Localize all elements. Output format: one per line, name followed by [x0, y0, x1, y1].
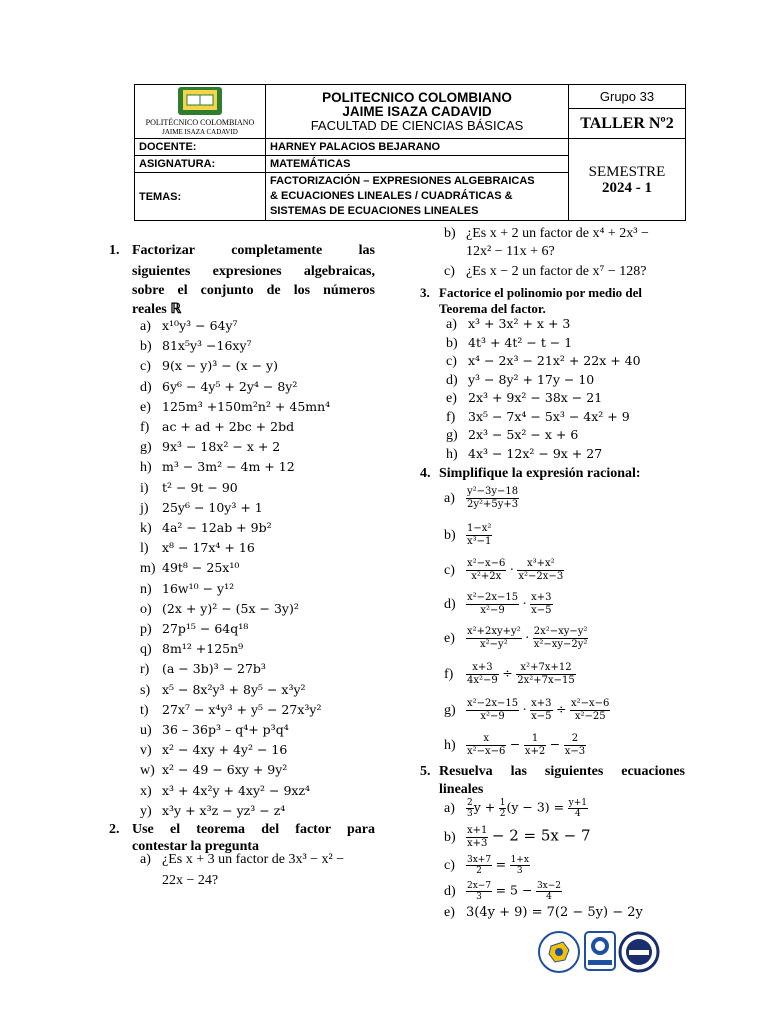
group-label: Grupo 33: [569, 85, 686, 109]
q1-item-letter: f): [140, 420, 150, 435]
q1-item: [140, 581, 234, 598]
q1-item-expression: x³ + 4x²y + 4xy² − 9xz⁴: [162, 782, 311, 798]
certification-logos: [537, 928, 661, 978]
semestre-cell: [569, 139, 686, 221]
q4-item-d: d) $\frac{\text{x²−2x−15}}{\text{x²−9}}$ · $\frac{x+3}{x-5}$: [444, 592, 552, 616]
q3-item-expression: 3x⁵ − 7x⁴ − 5x³ − 4x² + 9: [468, 408, 630, 424]
temas-line-3: SISTEMAS DE ECUACIONES LINEALES: [270, 205, 479, 217]
q3-item-expression: 4x³ − 12x² − 9x + 27: [468, 445, 603, 461]
q1-item-letter: q): [140, 642, 152, 658]
q1-item-expression: 25y⁶ − 10y³ + 1: [162, 499, 263, 515]
q5-title-2: lineales: [439, 782, 484, 797]
header-table: [134, 84, 686, 221]
q1-item: [140, 803, 285, 820]
q1-item-expression: x¹⁰y³ − 64y⁷: [162, 318, 238, 333]
q5-item-e: e) 3(4y + 9) = 7(2 − 5y) − 2y: [444, 905, 643, 920]
q1-item-expression: x² − 49 − 6xy + 9y²: [162, 762, 288, 778]
q1-item-expression: 8m¹² +125n⁹: [162, 641, 244, 657]
semestre-value: 2024 - 1: [602, 179, 652, 196]
q2-title-1: Use el teorema del factor para: [132, 822, 375, 837]
q3-item-letter: c): [446, 354, 457, 369]
q1-item-expression: 125m³ +150m²n² + 45mn⁴: [162, 398, 331, 414]
q1-item: [140, 399, 330, 416]
taller-title: TALLER Nº2: [569, 109, 686, 139]
q1-item: [140, 742, 287, 759]
q3-item: [446, 335, 572, 352]
q1-item-letter: t): [140, 702, 149, 718]
q4-item-e: e) $\frac{\text{x²+2xy+y²}}{\text{x²−y²}}$ · $\frac{\text{2x²−xy−y²}}{\text{x²−xy−2y²}}$: [444, 626, 588, 650]
q1-item-expression: x⁵ − 8x²y³ + 8y⁵ − x³y²: [162, 681, 306, 697]
q3-item-letter: b): [446, 335, 458, 351]
q1-item-expression: 27p¹⁵ − 64q¹⁸: [162, 621, 249, 636]
q3-title-1: Factorice el polinomio por medio del: [439, 285, 643, 300]
q3-number: 3.: [420, 285, 430, 300]
q1-item-expression: 49t⁸ − 25x¹⁰: [162, 560, 240, 576]
iqnet-icon: [620, 933, 658, 971]
q3-item: [446, 409, 630, 426]
docente-value: HARNEY PALACIOS BEJARANO: [266, 139, 569, 156]
q2-item-b: b) ¿Es x + 2 un factor de x⁴ + 2x³ −: [444, 226, 649, 241]
q4-item-h: h) $\frac{x}{\text{x²−x−6}}$ − $\frac{1}{x+2}$ − $\frac{2}{x-3}$: [444, 733, 586, 757]
q1-item-letter: c): [140, 359, 151, 375]
q3-item-expression: 2x³ − 5x² − x + 6: [468, 427, 579, 442]
q2-item-c: c) ¿Es x − 2 un factor de x⁷ − 128?: [444, 264, 647, 279]
q1-number: 1.: [109, 243, 120, 258]
q3-item-letter: f): [446, 409, 456, 425]
q5-item-a: a) $\frac{2}{3}$ y + $\frac{1}{2}$ (y − 3) = $\frac{y+1}{4}$: [444, 798, 587, 819]
q5-item-b: b) $\frac{x+1}{x+3}$ − 2 = 5x − 7: [444, 825, 591, 849]
q1-item-letter: b): [140, 339, 152, 355]
q1-item: [140, 358, 278, 375]
q1-item-letter: y): [140, 803, 152, 819]
q1-title-3: sobre el conjunto de los números: [132, 283, 375, 298]
q3-item-letter: g): [446, 428, 458, 443]
q1-item-letter: r): [140, 662, 150, 678]
q3-item: [446, 316, 570, 333]
q5-number: 5.: [420, 764, 431, 779]
docente-label: DOCENTE:: [135, 139, 266, 156]
q5-item-c: c) $\frac{3x+7}{2}$ = $\frac{1+x}{3}$: [444, 855, 529, 876]
q1-item-letter: u): [140, 723, 152, 738]
q1-item-letter: w): [140, 763, 155, 779]
q1-item-letter: k): [140, 521, 152, 536]
q1-item: [140, 682, 306, 699]
quality-seal-icon: [539, 932, 579, 972]
q1-item: [140, 722, 289, 739]
q1-item-expression: 36 – 36p³ – q⁴+ p³q⁴: [162, 722, 289, 737]
q3-item: [446, 353, 641, 370]
institution-subname: JAIME ISAZA CADAVID: [342, 103, 492, 119]
q3-item: [446, 390, 602, 407]
temas-value: [266, 173, 569, 221]
q1-item-letter: x): [140, 783, 152, 799]
q1-item-letter: n): [140, 581, 152, 597]
q1-item-letter: m): [140, 561, 156, 577]
q4-item-c: c) $\frac{\text{x²−x−6}}{\text{x²+2x}}$ · $\frac{\text{x³+x²}}{\text{x²−2x−3}}$: [444, 558, 564, 582]
q1-item-expression: 9(x − y)³ − (x − y): [162, 358, 278, 374]
q5-item-d: d) $\frac{2x-7}{3}$ = 5 − $\frac{3x-2}{4}$: [444, 881, 562, 902]
q3-item-letter: a): [446, 317, 457, 332]
q1-item-letter: p): [140, 622, 152, 637]
q1-item: [140, 540, 255, 557]
q1-title-4: reales ℝ: [132, 302, 182, 317]
q4-number: 4.: [420, 466, 431, 481]
q1-item: [140, 661, 266, 678]
q1-item-expression: 27x⁷ − x⁴y³ + y⁵ − 27x³y²: [162, 701, 322, 717]
q1-item-letter: e): [140, 399, 151, 415]
q1-item: [140, 621, 248, 638]
q1-item-letter: d): [140, 379, 152, 395]
q2-item-a-cont: 22x − 24?: [162, 873, 219, 888]
q1-item-expression: (2x + y)² − (5x − 3y)²: [162, 600, 299, 616]
q1-title-2: siguientes expresiones algebraicas,: [132, 264, 375, 279]
q4-item-f: f) $\frac{x+3}{\text{4x²−9}}$ ÷ $\frac{\text{x²+7x+12}}{\text{2x²+7x−15}}$: [444, 662, 575, 686]
q1-item: [140, 601, 299, 618]
q1-item: [140, 318, 238, 335]
q1-item-expression: 9x³ − 18x² − x + 2: [162, 439, 281, 455]
q3-item-letter: d): [446, 372, 458, 388]
q1-item: [140, 762, 287, 779]
q4-item-a: a) $\frac{\text{y²−3y−18}}{\text{2y²+5y+3}}$: [444, 486, 519, 510]
q1-item-letter: v): [140, 743, 152, 759]
q1-item: [140, 500, 263, 517]
institution-name: POLITECNICO COLOMBIANO: [322, 89, 512, 105]
q1-item-expression: x⁸ − 17x⁴ + 16: [162, 540, 255, 556]
q3-item: [446, 427, 578, 444]
q3-item: [446, 446, 602, 463]
q1-item-expression: 4a² − 12ab + 9b²: [162, 520, 272, 535]
q4-title: Simplifique la expresión racional:: [439, 466, 641, 481]
q1-item-letter: g): [140, 440, 152, 456]
q1-item: [140, 783, 310, 800]
q1-item-letter: l): [140, 541, 149, 557]
q1-item: [140, 338, 252, 355]
q3-item-letter: h): [446, 446, 458, 462]
q3-title-2: Teorema del factor.: [439, 301, 546, 316]
q3-item-expression: 4t³ + 4t² − t − 1: [468, 334, 573, 350]
institution-logo-cell: [135, 85, 266, 139]
q1-item: [140, 480, 238, 497]
q3-item-expression: x³ + 3x² + x + 3: [468, 316, 571, 331]
q1-item-letter: j): [140, 500, 149, 516]
q1-item: [140, 520, 272, 537]
q1-item-expression: (a − 3b)³ − 27b³: [162, 661, 266, 677]
q3-item-expression: x⁴ − 2x³ − 21x² + 22x + 40: [468, 353, 641, 368]
q2-title-2: contestar la pregunta: [132, 839, 260, 854]
temas-line-2: & ECUACIONES LINEALES / CUADRÁTICAS &: [270, 190, 513, 202]
q1-item: [140, 439, 280, 456]
faculty-name: FACULTAD DE CIENCIAS BÁSICAS: [310, 117, 524, 133]
q1-item: [140, 459, 295, 476]
shield-logo-icon: [177, 86, 223, 116]
semestre-label: SEMESTRE: [588, 163, 666, 180]
q4-item-b: b) $\frac{\text{1−x²}}{\text{x³−1}}$: [444, 523, 492, 547]
q1-item-expression: m³ − 3m² − 4m + 12: [162, 459, 295, 475]
q1-item-expression: x² − 4xy + 4y² − 16: [162, 742, 288, 758]
q1-item-letter: h): [140, 460, 152, 476]
q4-item-g: g) $\frac{\text{x²−2x−15}}{\text{x²−9}}$ · $\frac{x+3}{x-5}$ ÷ $\frac{\text{x²−x−6}}{\text{x²−25}}$: [444, 698, 610, 722]
asignatura-label: ASIGNATURA:: [135, 156, 266, 173]
q3-item-expression: 2x³ + 9x² − 38x − 21: [468, 390, 603, 405]
q1-item: [140, 641, 243, 658]
q2-item-b-cont: 12x² − 11x + 6?: [466, 244, 555, 259]
logo-text-2: JAIME ISAZA CADAVID: [162, 128, 238, 136]
q1-item-expression: t² − 9t − 90: [162, 479, 238, 495]
iso-9001-icon: [585, 932, 615, 970]
q1-item-letter: o): [140, 601, 152, 617]
q1-item-letter: i): [140, 480, 149, 496]
q1-item-expression: 81x⁵y³ −16xy⁷: [162, 338, 252, 354]
q1-item-letter: a): [140, 319, 151, 334]
q1-title-1: Factorizar completamente las: [132, 243, 375, 258]
q2-number: 2.: [109, 822, 120, 837]
temas-label: TEMAS:: [135, 173, 266, 221]
q1-item-expression: x³y + x³z − yz³ − z⁴: [162, 802, 286, 818]
q1-item: [140, 702, 321, 719]
q1-item: [140, 379, 297, 396]
q1-item-expression: ac + ad + 2bc + 2bd: [162, 419, 295, 434]
q5-title-1: Resuelva las siguientes ecuaciones: [439, 764, 685, 779]
institution-title-cell: [266, 85, 569, 139]
asignatura-value: MATEMÁTICAS: [266, 156, 569, 173]
q3-item-expression: y³ − 8y² + 17y − 10: [468, 371, 595, 387]
q3-item-letter: e): [446, 391, 457, 406]
q1-item-letter: s): [140, 682, 151, 698]
q3-item: [446, 372, 594, 389]
logo-text-1: POLITÉCNICO COLOMBIANO: [145, 118, 255, 127]
q1-item-expression: 16w¹⁰ − y¹²: [162, 580, 235, 596]
q2-item-a: a) ¿Es x + 3 un factor de 3x³ − x² −: [140, 852, 345, 867]
q1-item: [140, 560, 239, 577]
q1-item: [140, 419, 294, 436]
temas-line-1: FACTORIZACIÓN – EXPRESIONES ALGEBRAICAS: [270, 175, 535, 187]
q1-item-expression: 6y⁶ − 4y⁵ + 2y⁴ − 8y²: [162, 378, 298, 394]
